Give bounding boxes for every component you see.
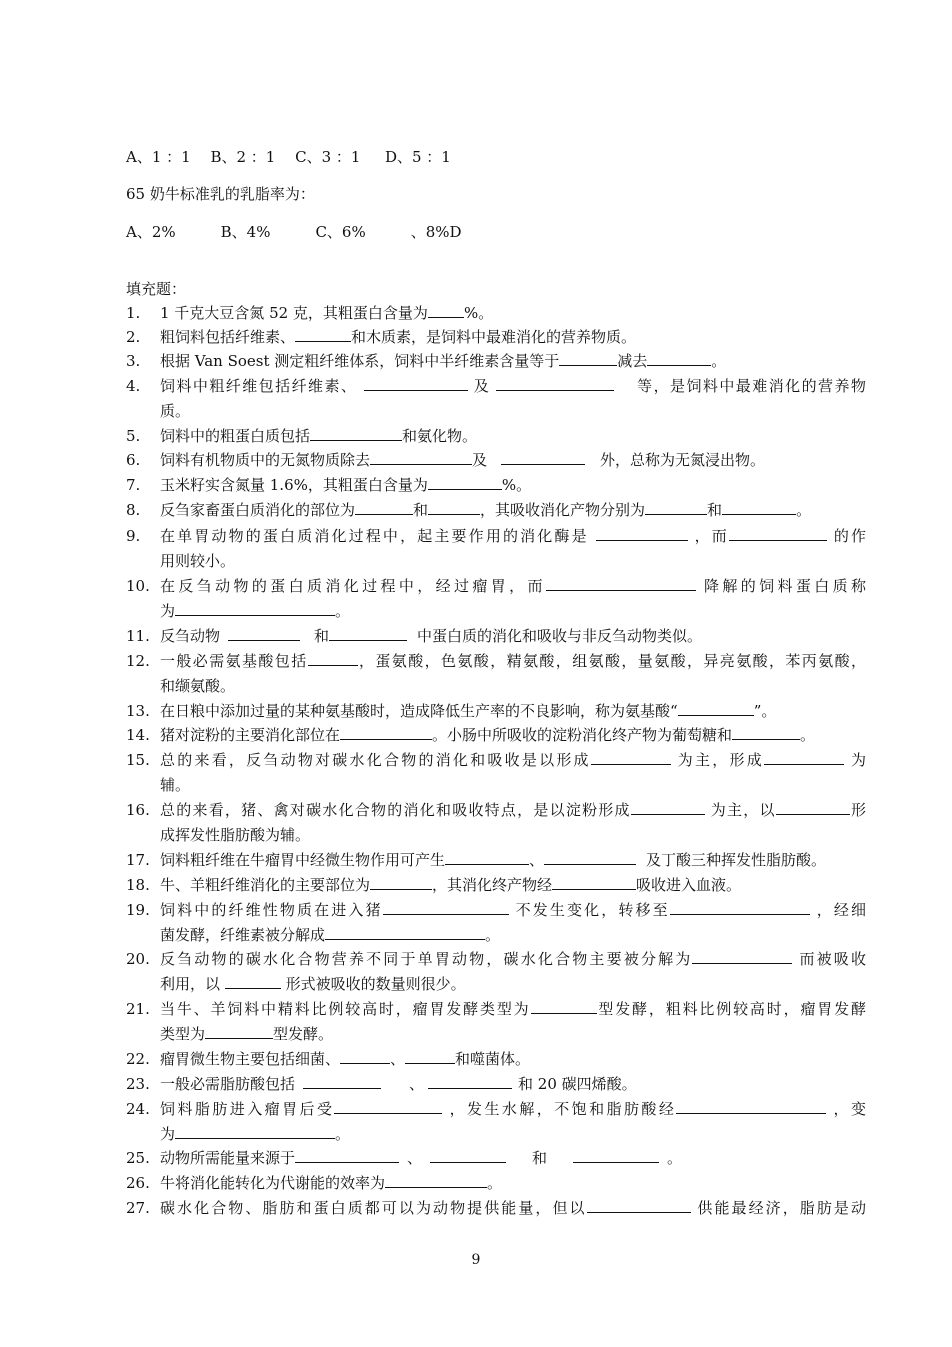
list-item: 21. 当牛、羊饲料中精料比例较高时，瘤胃发酵类型为 型发酵，粗料比例较高时，瘤胃发酵 类型为 型发酵。	[126, 1000, 866, 1043]
answer-blank	[430, 1147, 506, 1163]
answer-blank	[732, 724, 800, 740]
answer-blank	[355, 499, 413, 515]
answer-blank	[445, 849, 529, 865]
answer-blank	[552, 874, 636, 890]
answer-blank	[591, 749, 671, 765]
answer-blank	[329, 625, 407, 641]
answer-blank	[310, 425, 402, 441]
answer-blank	[295, 1147, 399, 1163]
answer-blank	[340, 724, 432, 740]
answer-blank	[544, 849, 636, 865]
answer-blank	[308, 650, 358, 666]
answer-blank	[295, 326, 351, 342]
list-item: 5. 饲料中的粗蛋白质包括 和氨化物。	[126, 427, 478, 445]
q65-stem: 65 奶牛标准乳的乳脂率为：	[126, 185, 315, 203]
answer-blank	[678, 700, 754, 716]
answer-blank	[405, 1048, 455, 1064]
list-item: 8. 反刍家畜蛋白质消化的部位为 和 ，其吸收消化产物分别为 和 。	[126, 501, 812, 519]
list-item: 7. 玉米籽实含氮量 1.6%，其粗蛋白含量为 %。	[126, 476, 532, 494]
answer-blank	[501, 449, 585, 465]
answer-blank	[587, 1197, 691, 1213]
list-item: 27. 碳水化合物、脂肪和蛋白质都可以为动物提供能量，但以 供能最经济，脂肪是动	[126, 1199, 866, 1217]
list-item: 25. 动物所需能量来源于 、 和 。	[126, 1149, 683, 1167]
q64-options: A、1 ：1 B、2 ：1 C、3 ：1 D、5 ：1	[126, 148, 451, 166]
answer-blank	[364, 375, 468, 391]
answer-blank	[546, 575, 696, 591]
answer-blank	[205, 1023, 273, 1039]
list-item: 12. 一般必需氨基酸包括 ，蛋氨酸，色氨酸，精氨酸，组氨酸，量氨酸，异亮氨酸，苯丙氨酸， 和缬氨酸。	[126, 652, 866, 695]
answer-blank	[370, 449, 472, 465]
list-item: 11. 反刍动物 和 中蛋白质的消化和吸收与非反刍动物类似。	[126, 627, 703, 645]
list-item: 2. 粗饲料包括纤维素、 和木质素，是饲料中最难消化的营养物质。	[126, 328, 637, 346]
answer-blank	[776, 799, 850, 815]
answer-blank	[428, 1073, 512, 1089]
answer-blank	[559, 350, 617, 366]
list-item: 17. 饲料粗纤维在牛瘤胃中经微生物作用可产生 、 及丁酸三种挥发性脂肪酸。	[126, 851, 827, 869]
answer-blank	[692, 948, 792, 964]
answer-blank	[303, 1073, 381, 1089]
answer-blank	[383, 899, 509, 915]
answer-blank	[531, 998, 597, 1014]
section-heading: 填充题：	[126, 280, 187, 298]
answer-blank	[631, 799, 705, 815]
list-item: 19. 饲料中的纤维性物质在进入猪 不发生变化，转移至 ，经细 菌发酵，纤维素被分解成 。	[126, 901, 866, 944]
list-item: 22. 瘤胃微生物主要包括细菌、 、 和噬菌体。	[126, 1050, 531, 1068]
list-item: 15. 总的来看，反刍动物对碳水化合物的消化和吸收是以形成 为主，形成 为 辅。	[126, 751, 866, 794]
list-item: 13. 在日粮中添加过量的某种氨基酸时，造成降低生产率的不良影响，称为氨基酸“ ”。	[126, 702, 777, 720]
list-item: 4. 饲料中粗纤维包括纤维素、 及 等，是饲料中最难消化的营养物 质。	[126, 377, 866, 420]
answer-blank	[645, 499, 707, 515]
answer-blank	[428, 474, 502, 490]
answer-blank	[729, 525, 827, 541]
q65-options: A、2% B、4% C、6% 、8%D	[126, 223, 462, 241]
list-item: 1. 1 千克大豆含氮 52 克，其粗蛋白含量为 %。	[126, 304, 494, 322]
answer-blank	[573, 1147, 659, 1163]
answer-blank	[325, 924, 485, 940]
answer-blank	[228, 625, 300, 641]
answer-blank	[764, 749, 844, 765]
answer-blank	[676, 1098, 826, 1114]
list-item: 24. 饲料脂肪进入瘤胃后受 ，发生水解，不饱和脂肪酸经 ，变 为 。	[126, 1100, 866, 1143]
answer-blank	[496, 375, 614, 391]
list-item: 10. 在反刍动物的蛋白质消化过程中，经过瘤胃，而 降解的饲料蛋白质称 为 。	[126, 577, 866, 620]
list-item: 23. 一般必需脂肪酸包括 、 和 20 碳四烯酸。	[126, 1075, 637, 1093]
answer-blank	[175, 1123, 335, 1139]
page-number: 9	[471, 1252, 481, 1268]
list-item: 9. 在单胃动物的蛋白质消化过程中，起主要作用的消化酶是 ，而 的作 用则较小。	[126, 527, 866, 570]
list-item: 16. 总的来看，猪、禽对碳水化合物的消化和吸收特点，是以淀粉形成 为主，以 形 成挥发性脂肪酸为辅。	[126, 801, 866, 844]
list-item: 20. 反刍动物的碳水化合物营养不同于单胃动物，碳水化合物主要被分解为 而被吸收 利用，以 形式被吸收的数量则很少。	[126, 950, 866, 993]
answer-blank	[722, 499, 796, 515]
answer-blank	[596, 525, 688, 541]
answer-blank	[647, 350, 711, 366]
answer-blank	[225, 973, 281, 989]
answer-blank	[370, 874, 432, 890]
answer-blank	[428, 499, 480, 515]
list-item: 14. 猪对淀粉的主要消化部位在 。小肠中所吸收的淀粉消化终产物为葡萄糖和 。	[126, 726, 816, 744]
answer-blank	[428, 302, 464, 318]
list-item: 18. 牛、羊粗纤维消化的主要部位为 ，其消化终产物经 吸收进入血液。	[126, 876, 742, 894]
list-item: 26. 牛将消化能转化为代谢能的效率为 。	[126, 1174, 503, 1192]
answer-blank	[340, 1048, 390, 1064]
list-item: 3. 根据 Van Soest 测定粗纤维体系，饲料中半纤维素含量等于 减去 。	[126, 352, 727, 370]
list-item: 6. 饲料有机物质中的无氮物质除去 及 外，总称为无氮浸出物。	[126, 451, 766, 469]
answer-blank	[175, 600, 335, 616]
answer-blank	[670, 899, 810, 915]
answer-blank	[385, 1172, 487, 1188]
answer-blank	[334, 1098, 442, 1114]
